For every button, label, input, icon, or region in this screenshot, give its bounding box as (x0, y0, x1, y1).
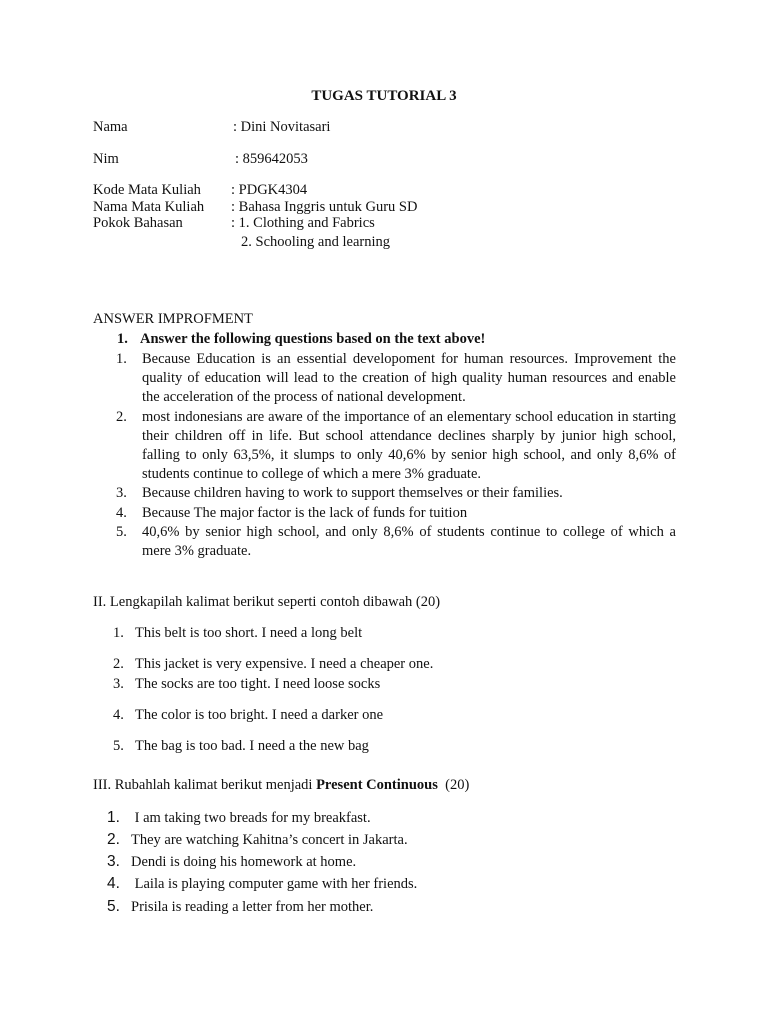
item-number: 4. (107, 875, 120, 892)
item-number: 3. (113, 676, 124, 692)
section2-item (113, 738, 369, 755)
section2-item (113, 707, 383, 724)
matkul-value: : Bahasa Inggris untuk Guru SD (231, 199, 418, 215)
section3-heading-points: (20) (437, 777, 470, 793)
section1-heading: ANSWER IMPROFMENT (93, 311, 253, 327)
section3-item (107, 809, 371, 827)
item-number: 3. (107, 853, 120, 870)
answer-text: Because Education is an essential developoment for human resources. Improvement the quality of education will lead to the creation of high quality human resources and enable the acceleration of the process of national development. (142, 351, 676, 406)
answer-text: Because children having to work to support themselves or their families. (142, 485, 563, 502)
section2-item (113, 656, 433, 673)
section3-item (107, 875, 417, 893)
answer-item (116, 408, 676, 485)
answer-number: 1. (116, 351, 127, 367)
answer-number: 5. (116, 523, 127, 540)
nama-label: Nama (93, 119, 128, 135)
item-text: They are watching Kahitna’s concert in Jakarta. (131, 832, 408, 848)
section3-heading (93, 777, 469, 794)
pokok-value-1: : 1. Clothing and Fabrics (231, 215, 375, 231)
answer-number: 3. (116, 485, 127, 502)
item-number: 2. (107, 831, 120, 848)
section2-item (113, 676, 380, 693)
section1-subheading: Answer the following questions based on the text above! (140, 331, 486, 347)
nama-value: : Dini Novitasari (233, 119, 331, 135)
answer-number: 4. (116, 504, 127, 521)
kode-label: Kode Mata Kuliah (93, 182, 201, 198)
section2-item (113, 625, 362, 642)
answer-text: 40,6% by senior high school, and only 8,6% of students continue to college of which a mere 3% graduate. (142, 523, 676, 560)
answer-text: Because The major factor is the lack of funds for tuition (142, 504, 468, 521)
item-text: Dendi is doing his homework at home. (131, 854, 357, 870)
item-text: I am taking two breads for my breakfast. (131, 810, 371, 826)
answer-item (116, 523, 676, 561)
item-number: 2. (113, 656, 124, 672)
item-number: 4. (113, 707, 124, 723)
answer-item (116, 350, 676, 408)
pokok-value-2: 2. Schooling and learning (241, 234, 391, 250)
answer-list (116, 350, 676, 561)
section3-heading-bold: Present Continuous (316, 777, 438, 793)
answer-item (116, 484, 676, 503)
item-text: Prisila is reading a letter from her mother. (131, 899, 374, 915)
answer-item (116, 504, 676, 523)
item-number: 5. (113, 738, 124, 754)
item-text: The color is too bright. I need a darker one (135, 707, 384, 723)
answer-text: most indonesians are aware of the importance of an elementary school education in starting their children off in life. But school attendance declines sharply by junior high school, falling to only 63,5%, it slumps to only 40,6% by senior high school, and only 8,6% of students continue to college of which a mere 3% graduate. (142, 408, 676, 483)
item-text: Laila is playing computer game with her friends. (131, 876, 418, 892)
section3-item (107, 898, 373, 916)
item-text: The socks are too tight. I need loose socks (135, 676, 381, 692)
section3-item (107, 853, 356, 871)
section1-subheading-number: 1. (117, 331, 128, 347)
nim-label: Nim (93, 151, 119, 167)
section3-heading-text: III. Rubahlah kalimat berikut menjadi (93, 777, 317, 793)
item-number: 1. (113, 625, 124, 641)
item-text: This belt is too short. I need a long belt (135, 625, 363, 641)
item-text: This jacket is very expensive. I need a cheaper one. (135, 656, 434, 672)
document-title: TUGAS TUTORIAL 3 (311, 88, 457, 104)
item-number: 1. (107, 809, 120, 826)
item-text: The bag is too bad. I need a the new bag (135, 738, 369, 754)
nim-value: : 859642053 (235, 151, 308, 167)
section3-item (107, 831, 408, 849)
answer-number: 2. (116, 408, 127, 425)
item-number: 5. (107, 898, 120, 915)
matkul-label: Nama Mata Kuliah (93, 199, 205, 215)
pokok-label: Pokok Bahasan (93, 215, 183, 231)
kode-value: : PDGK4304 (231, 182, 308, 198)
section2-heading: II. Lengkapilah kalimat berikut seperti contoh dibawah (20) (93, 594, 441, 610)
